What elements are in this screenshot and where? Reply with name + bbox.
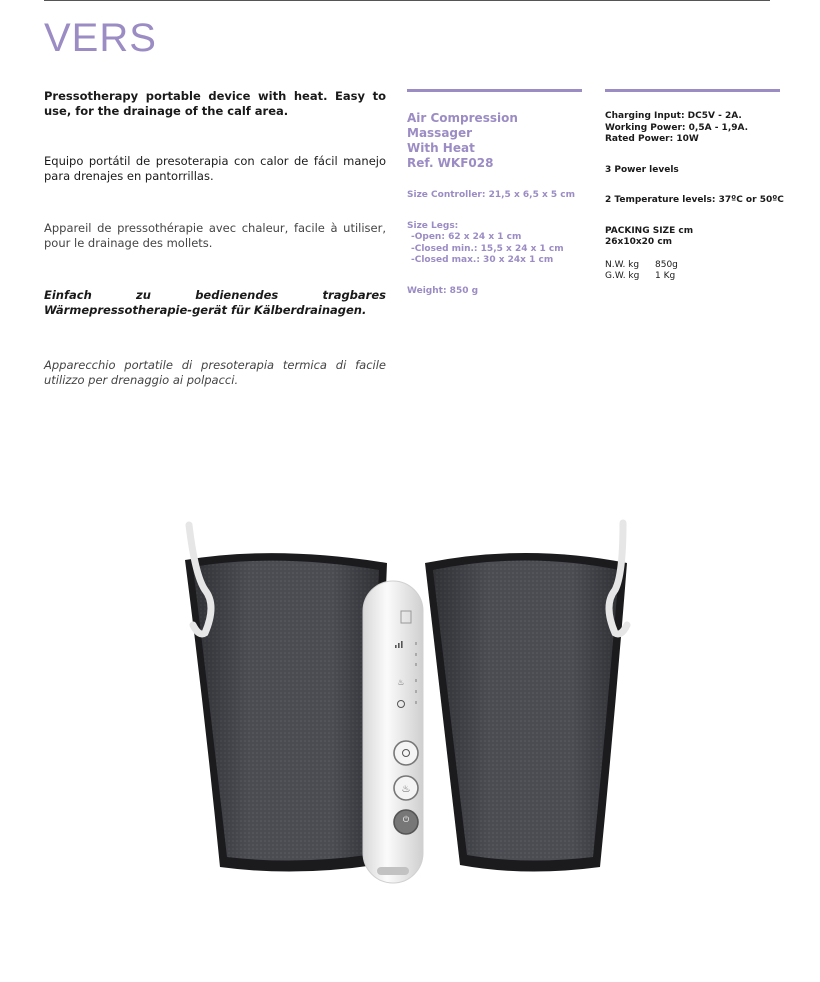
specs-left-divider xyxy=(407,89,582,92)
temperature-levels: 2 Temperature levels: 37ºC or 50ºC xyxy=(605,195,784,205)
working-power: Working Power: 0,5A - 1,9A. xyxy=(605,122,749,133)
description-french: Appareil de pressothérapie avec chaleur, facile à utiliser, pour le drainage des mollets. xyxy=(44,221,386,250)
product-image xyxy=(175,515,645,895)
size-legs-label: Size Legs: xyxy=(407,220,459,231)
charging-input: Charging Input: DC5V - 2A. xyxy=(605,111,742,121)
gross-weight-value: 1 Kg xyxy=(655,271,676,281)
heat-indicator-icon: ♨ xyxy=(397,678,405,687)
description-spanish: Equipo portátil de presoterapia con calor de fácil manejo para drenajes en pantorrillas. xyxy=(44,154,386,183)
size-controller: Size Controller: 21,5 x 6,5 x 5 cm xyxy=(407,190,576,200)
product-ref: Ref. WKF028 xyxy=(407,156,494,170)
heat-button[interactable] xyxy=(394,776,418,800)
brand-title: VERS xyxy=(44,16,157,60)
product-name-line2: With Heat xyxy=(407,141,475,155)
packing-size-value: 26x10x20 cm xyxy=(605,237,673,247)
rated-power: Rated Power: 10W xyxy=(605,134,699,144)
size-open: -Open: 62 x 24 x 1 cm xyxy=(411,232,522,242)
specs-right xyxy=(605,111,795,283)
power-icon: ⏻ xyxy=(402,815,410,824)
gross-weight-row xyxy=(605,271,795,283)
specs-left xyxy=(407,111,587,297)
net-weight-row xyxy=(605,260,795,272)
power-levels: 3 Power levels xyxy=(605,164,679,175)
description-german: Einfach zu bedienendes tragbares Wärmepressotherapie-gerät für Kälberdrainagen. xyxy=(44,288,386,317)
heat-icon: ♨ xyxy=(401,784,411,795)
gross-weight-label: G.W. kg xyxy=(605,271,640,281)
size-closed-max: -Closed max.: 30 x 24x 1 cm xyxy=(411,255,554,265)
top-divider xyxy=(44,0,770,1)
product-name-line1: Air Compression Massager xyxy=(407,111,518,140)
packing-size-label: PACKING SIZE cm xyxy=(605,225,694,236)
description-italian: Apparecchio portatile di presoterapia termica di facile utilizzo per drenaggio ai polpacci. xyxy=(44,358,386,387)
remote-controller xyxy=(363,581,423,883)
net-weight-value: 850g xyxy=(655,259,678,270)
description-english: Pressotherapy portable device with heat. Easy to use, for the drainage of the calf area. xyxy=(44,89,386,118)
net-weight-label: N.W. kg xyxy=(605,259,640,270)
weight: Weight: 850 g xyxy=(407,285,479,296)
left-leg-sleeve xyxy=(185,553,387,871)
size-closed-min: -Closed min.: 15,5 x 24 x 1 cm xyxy=(411,243,564,254)
power-button[interactable] xyxy=(394,810,418,834)
right-leg-sleeve xyxy=(425,553,627,872)
mode-button[interactable] xyxy=(394,741,418,765)
specs-right-divider xyxy=(605,89,780,92)
